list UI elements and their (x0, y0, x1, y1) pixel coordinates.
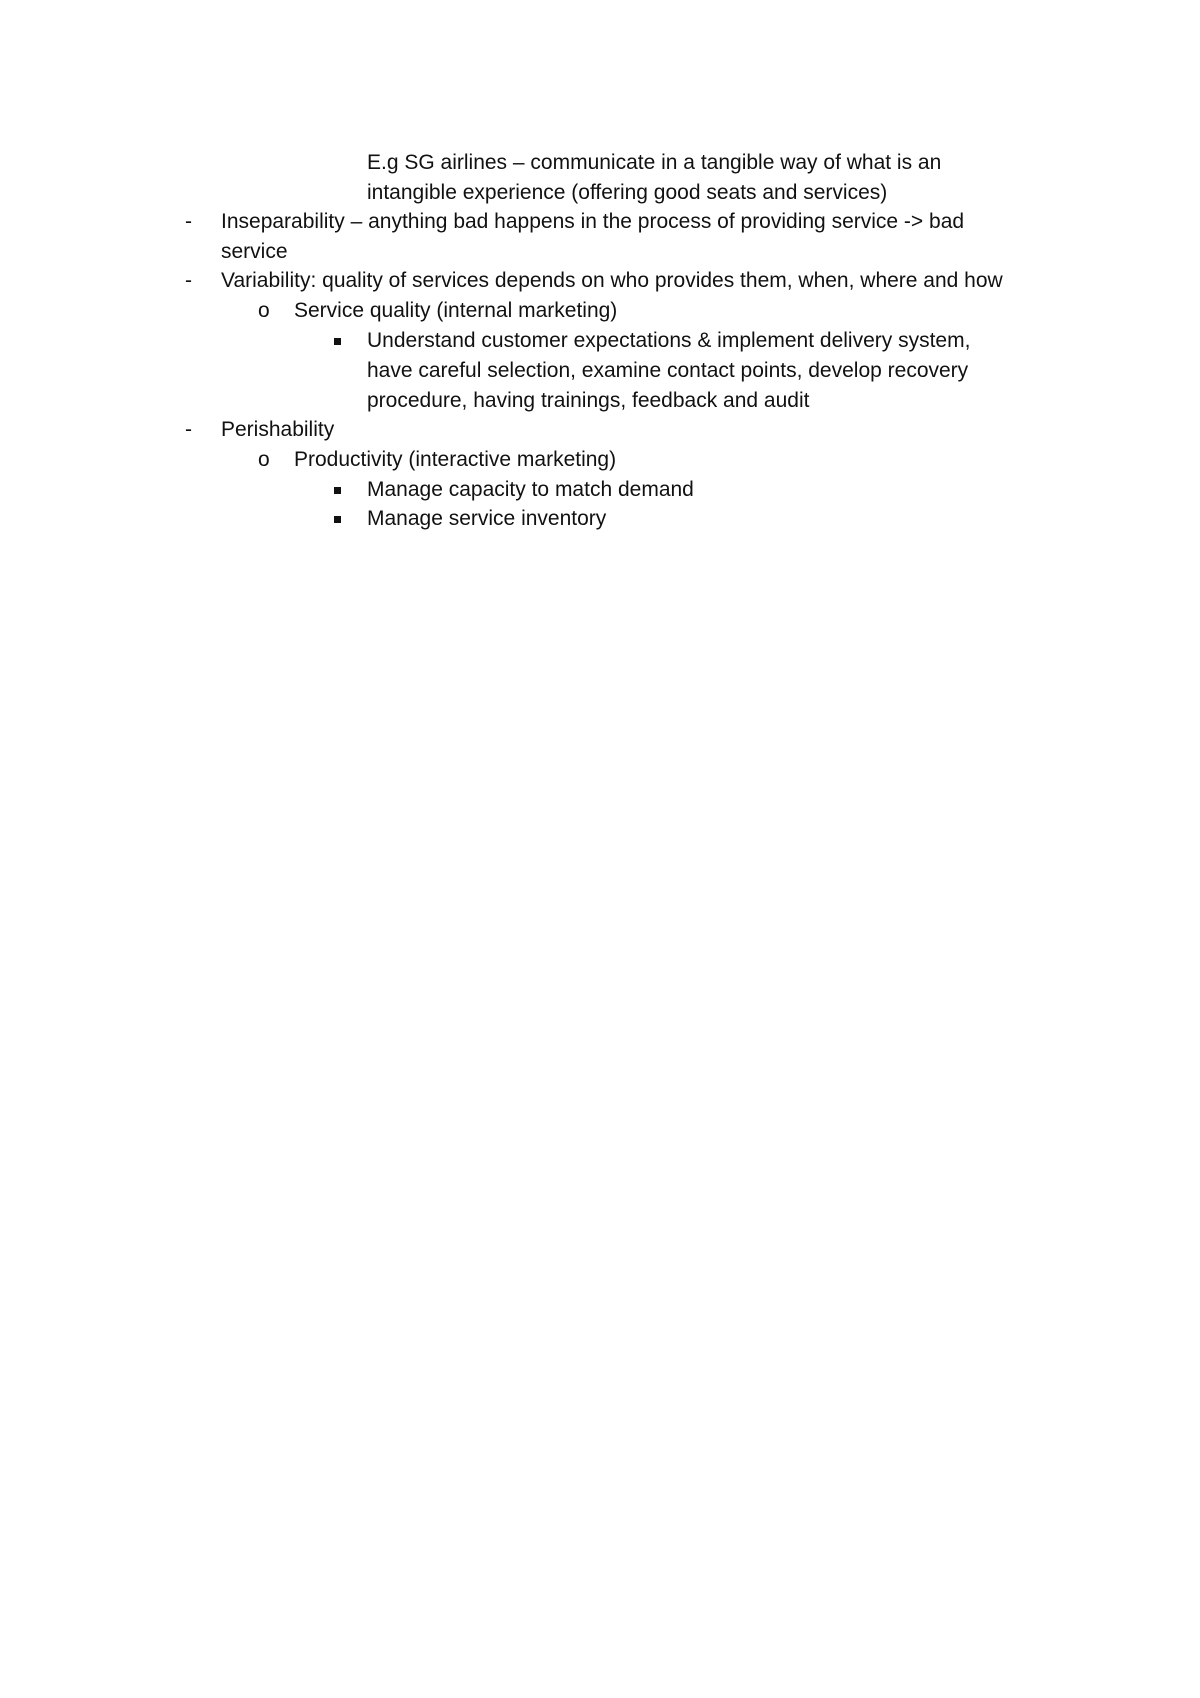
productivity-label: Productivity (interactive marketing) (294, 448, 617, 471)
dash-bullet: - (185, 210, 192, 233)
inseparability-line-2: service (221, 240, 288, 263)
circle-bullet: o (258, 448, 270, 471)
square-bullet-icon (334, 516, 341, 523)
service-quality-label: Service quality (internal marketing) (294, 299, 618, 322)
square-bullet-icon (334, 338, 341, 345)
dash-bullet: - (185, 269, 192, 292)
service-quality-detail-3: procedure, having trainings, feedback and audit (367, 389, 810, 412)
service-quality-detail-1: Understand customer expectations & implement delivery system, (367, 329, 971, 352)
perishability-line: Perishability (221, 418, 335, 441)
productivity-detail-2: Manage service inventory (367, 507, 607, 530)
example-line-1: E.g SG airlines – communicate in a tangible way of what is an (367, 151, 942, 174)
example-line-2: intangible experience (offering good seats and services) (367, 181, 888, 204)
variability-line: Variability: quality of services depends on who provides them, when, where and how (221, 269, 1003, 292)
dash-bullet: - (185, 418, 192, 441)
inseparability-line-1: Inseparability – anything bad happens in the process of providing service -> bad (221, 210, 965, 233)
service-quality-detail-2: have careful selection, examine contact points, develop recovery (367, 359, 969, 382)
productivity-detail-1: Manage capacity to match demand (367, 478, 694, 501)
square-bullet-icon (334, 487, 341, 494)
circle-bullet: o (258, 299, 270, 322)
